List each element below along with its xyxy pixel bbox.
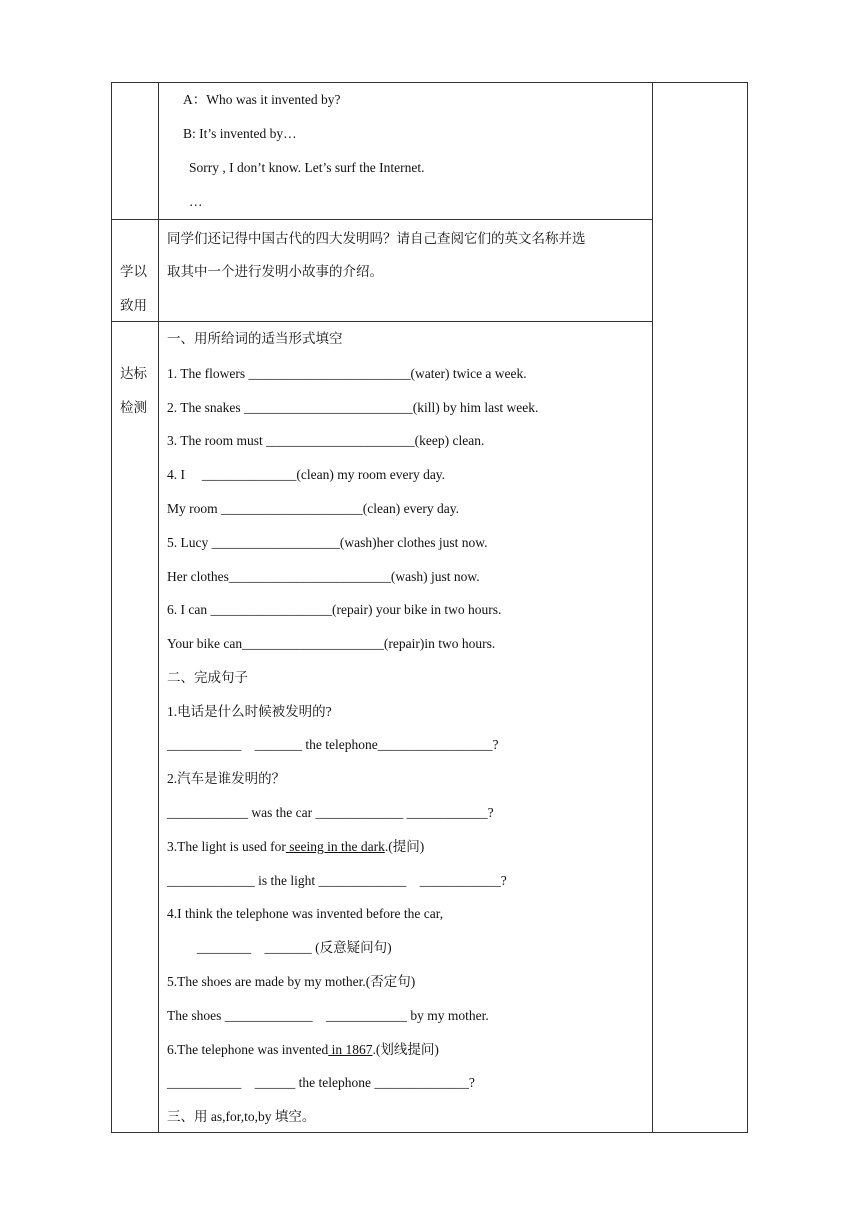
- question-text: 4.I think the telephone was invented before the car,: [167, 906, 444, 921]
- exercise-line: Her clothes________________________(wash) just now.: [167, 569, 480, 584]
- dialogue-line: B: It’s invented by…: [183, 126, 297, 141]
- question-text: 1.电话是什么时候被发明的?: [167, 704, 332, 719]
- answer-blank: The shoes _____________ ____________ by my mother.: [167, 1008, 489, 1023]
- part-title: 三、用 as,for,to,by 填空。: [167, 1109, 316, 1124]
- exercise-line: 2. The snakes _________________________(kill) by him last week.: [167, 400, 539, 415]
- column-divider: [652, 83, 653, 1132]
- dialogue-line: …: [189, 194, 203, 209]
- answer-blank: ________ _______ (反意疑问句): [197, 940, 392, 955]
- underlined-phrase: seeing in the dark: [285, 839, 385, 854]
- answer-blank: ___________ _______ the telephone_________________?: [167, 737, 499, 752]
- exercise-line: Your bike can_____________________(repair)in two hours.: [167, 636, 496, 651]
- row-label: 达标: [120, 366, 147, 381]
- row-label: 致用: [120, 298, 147, 313]
- row-divider: [112, 219, 653, 220]
- exercise-line: 3. The room must ______________________(keep) clean.: [167, 433, 485, 448]
- question-text: 3.The light is used for seeing in the dark.(提问): [167, 839, 425, 854]
- answer-blank: ____________ was the car _____________ ____________?: [167, 805, 494, 820]
- answer-blank: ___________ ______ the telephone ______________?: [167, 1075, 475, 1090]
- row-divider: [112, 321, 653, 322]
- question-text: 2.汽车是谁发明的？: [167, 771, 286, 786]
- exercise-line: My room _____________________(clean) every day.: [167, 501, 459, 516]
- part-title: 二、完成句子: [167, 670, 248, 685]
- exercise-line: 4. I ______________(clean) my room every day.: [167, 467, 446, 482]
- row-label: 检测: [120, 400, 147, 415]
- question-text: 5.The shoes are made by my mother.(否定句): [167, 974, 416, 989]
- dialogue-line: Sorry , I don’t know. Let’s surf the Internet.: [189, 160, 425, 175]
- answer-blank: _____________ is the light _____________ ____________?: [167, 873, 507, 888]
- underlined-phrase: in 1867: [328, 1042, 373, 1057]
- exercise-line: 5. Lucy ___________________(wash)her clothes just now.: [167, 535, 488, 550]
- instruction-text: 取其中一个进行发明小故事的介绍。: [167, 264, 383, 279]
- instruction-text: 同学们还记得中国古代的四大发明吗？请自己查阅它们的英文名称并选: [167, 231, 586, 246]
- question-text: 6.The telephone was invented in 1867.(划线提问): [167, 1042, 439, 1057]
- exercise-line: 6. I can __________________(repair) your bike in two hours.: [167, 602, 502, 617]
- exercise-line: 1. The flowers ________________________(water) twice a week.: [167, 366, 527, 381]
- dialogue-line: A：Who was it invented by?: [183, 92, 341, 107]
- column-divider: [158, 83, 159, 1132]
- row-label: 学以: [120, 264, 147, 279]
- part-title: 一、用所给词的适当形式填空: [167, 331, 343, 346]
